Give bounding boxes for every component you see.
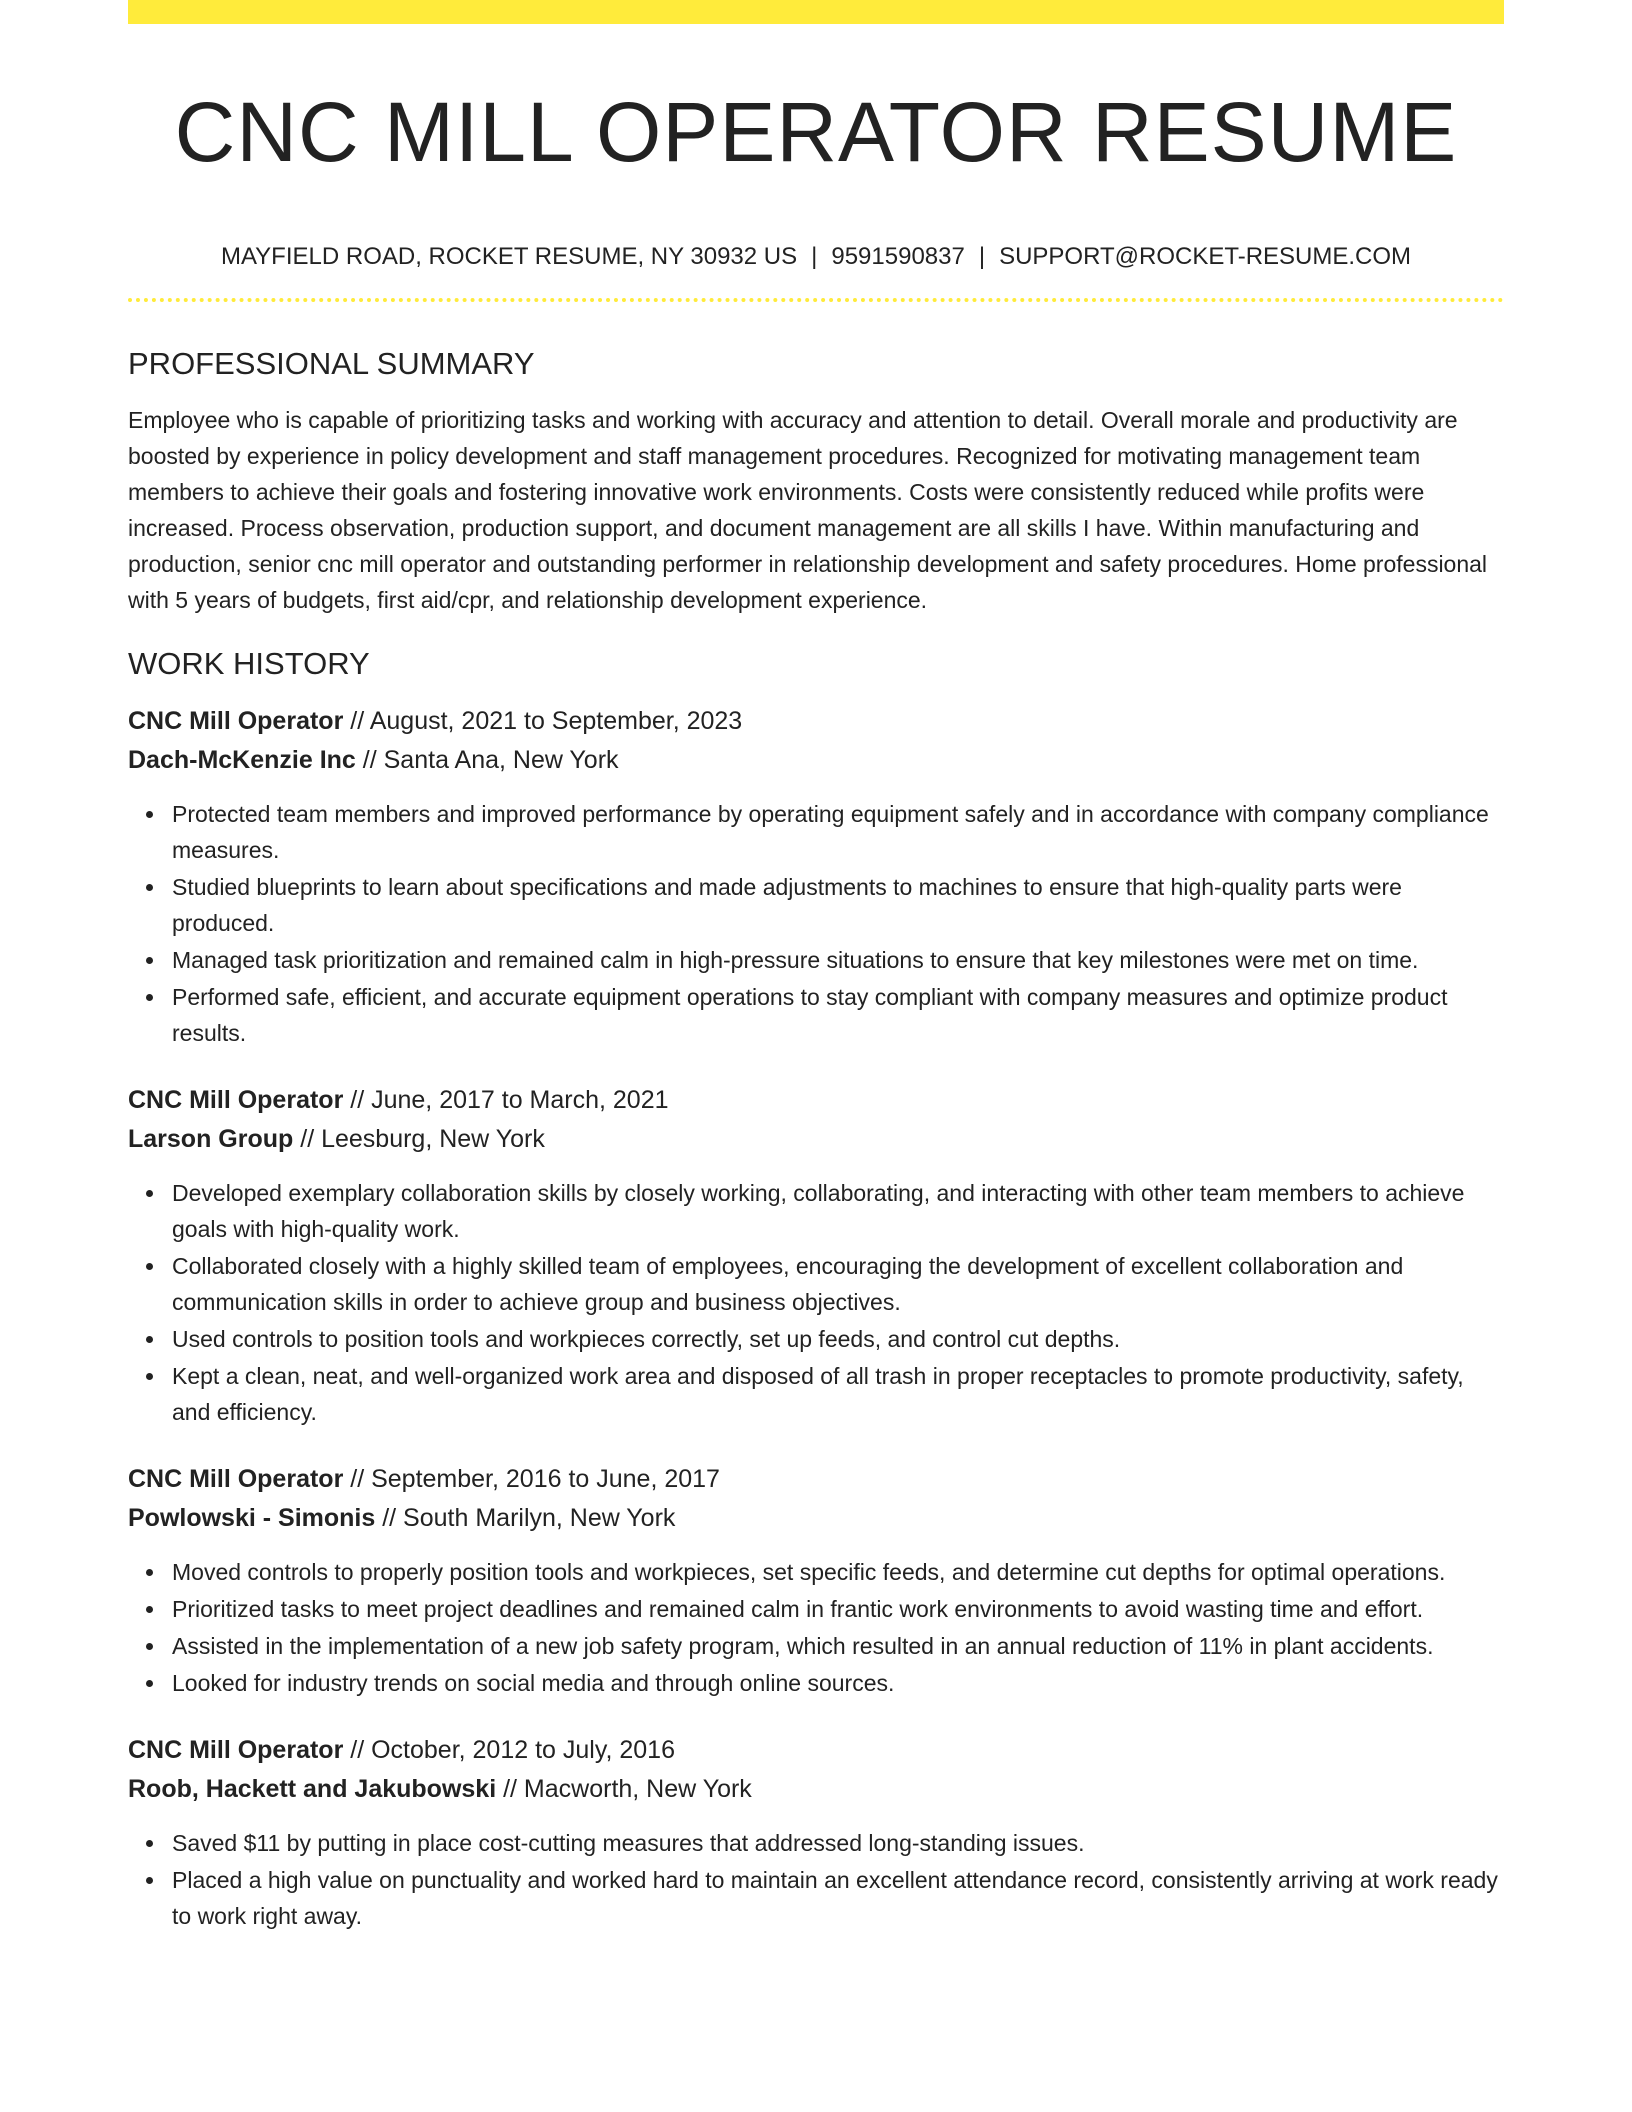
list-item: Performed safe, efficient, and accurate equipment operations to stay compliant with company measures and optimize product results. xyxy=(172,979,1504,1051)
job-bullets xyxy=(128,796,1504,1051)
email-link[interactable]: SUPPORT@ROCKET-RESUME.COM xyxy=(999,243,1412,270)
job-title: CNC Mill Operator xyxy=(128,1086,344,1114)
list-item: Collaborated closely with a highly skilled team of employees, encouraging the development of excellent collaboration and communication skills in order to achieve group and business objectives. xyxy=(172,1248,1504,1320)
contact-line xyxy=(128,242,1504,272)
list-item: Kept a clean, neat, and well-organized work area and disposed of all trash in proper receptacles to promote productivity, safety, and efficiency. xyxy=(172,1358,1504,1430)
list-item: Developed exemplary collaboration skills by closely working, collaborating, and interacting with other team members to achieve goals with high-quality work. xyxy=(172,1175,1504,1247)
list-item: Looked for industry trends on social media and through online sources. xyxy=(172,1665,1504,1701)
job-company: Roob, Hackett and Jakubowski xyxy=(128,1775,497,1803)
job-title-line xyxy=(128,1460,1504,1499)
job-title: CNC Mill Operator xyxy=(128,1465,344,1493)
list-item: Used controls to position tools and workpieces correctly, set up feeds, and control cut depths. xyxy=(172,1321,1504,1357)
job-company-line xyxy=(128,741,1504,780)
job-dates: // June, 2017 to March, 2021 xyxy=(350,1086,669,1114)
list-item: Prioritized tasks to meet project deadlines and remained calm in frantic work environments to avoid wasting time and effort. xyxy=(172,1591,1504,1627)
job-bullets xyxy=(128,1554,1504,1701)
accent-top-bar xyxy=(128,0,1504,24)
job-location: // Macworth, New York xyxy=(503,1775,752,1803)
job-bullets xyxy=(128,1175,1504,1430)
job-entry xyxy=(128,1731,1504,1934)
job-dates: // September, 2016 to June, 2017 xyxy=(350,1465,720,1493)
resume-page xyxy=(128,0,1504,1935)
job-company: Dach-McKenzie Inc xyxy=(128,746,356,774)
contact-separator: | xyxy=(811,243,818,270)
job-dates: // October, 2012 to July, 2016 xyxy=(350,1736,675,1764)
resume-title: CNC MILL OPERATOR RESUME xyxy=(174,85,1458,179)
phone: 9591590837 xyxy=(831,243,965,270)
job-company-line xyxy=(128,1499,1504,1538)
job-location: // Santa Ana, New York xyxy=(362,746,619,774)
job-title: CNC Mill Operator xyxy=(128,707,344,735)
job-entry xyxy=(128,1081,1504,1430)
job-company-line xyxy=(128,1770,1504,1809)
address: MAYFIELD ROAD, ROCKET RESUME, NY 30932 US xyxy=(220,243,798,270)
list-item: Placed a high value on punctuality and worked hard to maintain an excellent attendance record, consistently arriving at work ready to work right away. xyxy=(172,1862,1504,1934)
summary-text: Employee who is capable of prioritizing tasks and working with accuracy and attention to detail. Overall morale and productivity are boosted by experience in policy development and staff management procedures. Recognized for motivating management team members to achieve their goals and fostering innovative work environments. Costs were consistently reduced while profits were increased. Process observation, production support, and document management are all skills I have. Within manufacturing and production, senior cnc mill operator and outstanding performer in relationship development and safety procedures. Home professional with 5 years of budgets, first aid/cpr, and relationship development experience. xyxy=(128,407,1488,613)
job-company: Powlowski - Simonis xyxy=(128,1504,376,1532)
job-entry xyxy=(128,1460,1504,1701)
job-bullets xyxy=(128,1825,1504,1934)
list-item: Saved $11 by putting in place cost-cutting measures that addressed long-standing issues. xyxy=(172,1825,1504,1861)
work-history-list xyxy=(128,702,1504,1934)
list-item: Assisted in the implementation of a new job safety program, which resulted in an annual reduction of 11% in plant accidents. xyxy=(172,1628,1504,1664)
job-entry xyxy=(128,702,1504,1051)
section-heading-work-history: WORK HISTORY xyxy=(128,646,370,681)
job-company: Larson Group xyxy=(128,1125,294,1153)
job-title-line xyxy=(128,702,1504,741)
list-item: Managed task prioritization and remained calm in high-pressure situations to ensure that key milestones were met on time. xyxy=(172,942,1504,978)
list-item: Studied blueprints to learn about specifications and made adjustments to machines to ensure that high-quality parts were produced. xyxy=(172,869,1504,941)
list-item: Protected team members and improved performance by operating equipment safely and in accordance with company compliance measures. xyxy=(172,796,1504,868)
section-heading-summary: PROFESSIONAL SUMMARY xyxy=(128,346,535,381)
job-title-line xyxy=(128,1731,1504,1770)
job-title-line xyxy=(128,1081,1504,1120)
job-title: CNC Mill Operator xyxy=(128,1736,344,1764)
job-dates: // August, 2021 to September, 2023 xyxy=(350,707,743,735)
list-item: Moved controls to properly position tools and workpieces, set specific feeds, and determine cut depths for optimal operations. xyxy=(172,1554,1504,1590)
job-company-line xyxy=(128,1120,1504,1159)
job-location: // Leesburg, New York xyxy=(300,1125,545,1153)
dotted-divider xyxy=(128,298,1504,302)
job-location: // South Marilyn, New York xyxy=(382,1504,676,1532)
contact-separator: | xyxy=(978,243,986,270)
